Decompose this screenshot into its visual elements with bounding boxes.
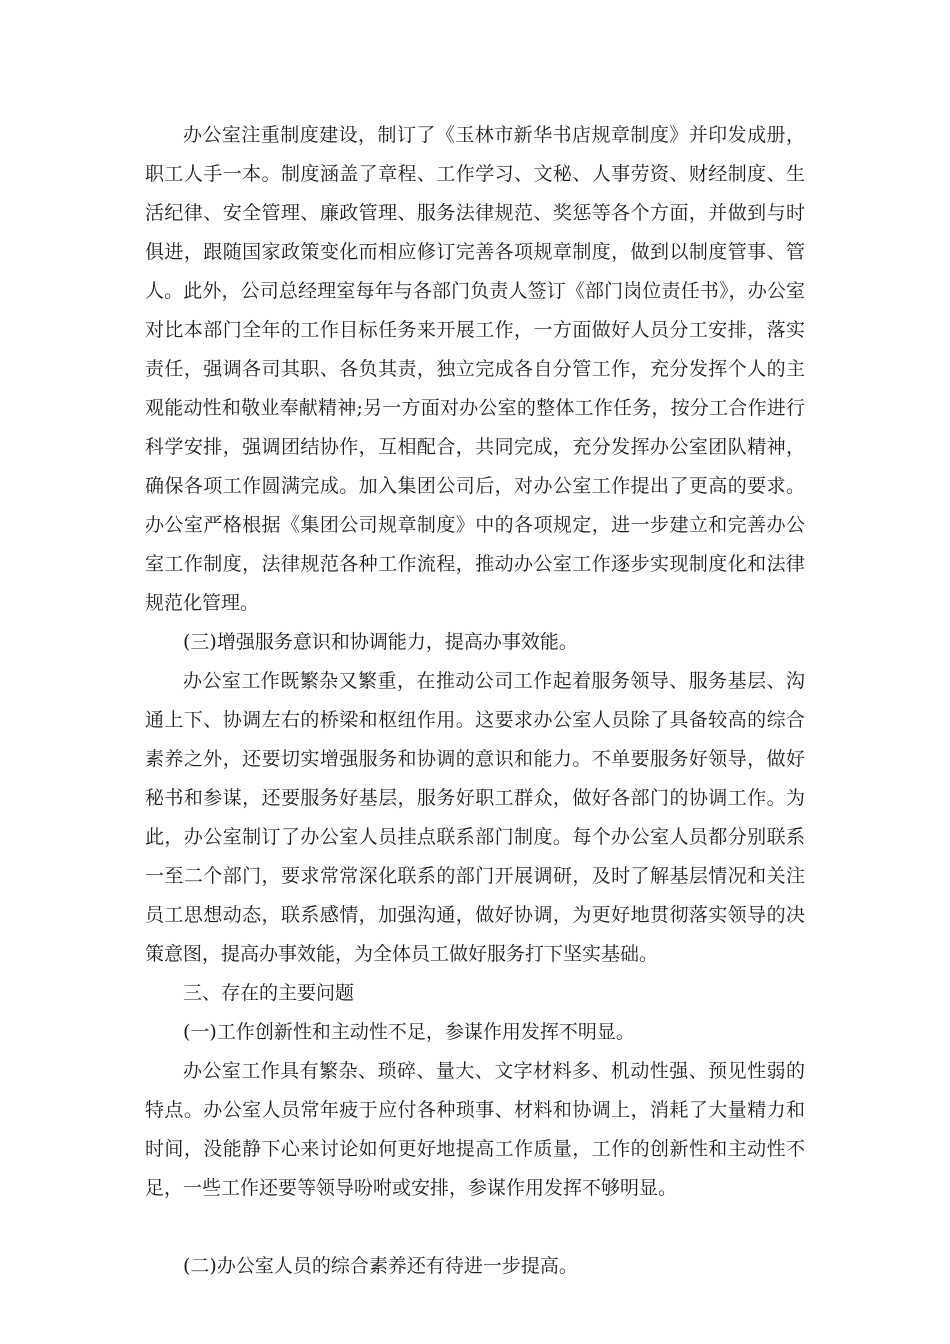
subheading-staff-quality: (二)办公室人员的综合素养还有待进一步提高。 [183, 1255, 578, 1277]
subheading-innovation-initiative: (一)工作创新性和主动性不足，参谋作用发挥不明显。 [183, 1021, 635, 1043]
subheading-service-awareness: (三)增强服务意识和协调能力，提高办事效能。 [183, 631, 578, 653]
paragraph-service-coordination: 办公室工作既繁杂又繁重，在推动公司工作起着服务领导、服务基层、沟通上下、协调左右的桥梁和枢纽作用。这要求办公室人员除了具备较高的综合素养之外，还要切实增强服务和协调的意识和能力。不单要服务好领导，做好秘书和参谋，还要服务好基层，服务好职工群众，做好各部门的协调工作。为此，办公室制订了办公室人员挂点联系部门制度。每个办公室人员都分别联系一至二个部门，要求常常深化联系的部门开展调研，及时了解基层情况和关注员工思想动态，联系感情，加强沟通，做好协调，为更好地贯彻落实领导的决策意图，提高办事效能，为全体员工做好服务打下坚实基础。 [145, 670, 805, 965]
paragraph-rules-system: 办公室注重制度建设，制订了《玉林市新华书店规章制度》并印发成册，职工人手一本。制度涵盖了章程、工作学习、文秘、人事劳资、财经制度、生活纪律、安全管理、廉政管理、服务法律规范、奖惩等各个方面，并做到与时俱进，跟随国家政策变化而相应修订完善各项规章制度，做到以制度管事、管人。此外，公司总经理室每年与各部门负责人签订《部门岗位责任书》，办公室对比本部门全年的工作目标任务来开展工作，一方面做好人员分工安排，落实责任，强调各司其职、各负其责，独立完成各自分管工作，充分发挥个人的主观能动性和敬业奉献精神;另一方面对办公室的整体工作任务，按分工合作进行科学安排，强调团结协作，互相配合，共同完成，充分发挥办公室团队精神，确保各项工作圆满完成。加入集团公司后，对办公室工作提出了更高的要求。办公室严格根据《集团公司规章制度》中的各项规定，进一步建立和完善办公室工作制度，法律规范各种工作流程，推动办公室工作逐步实现制度化和法律规范化管理。 [145, 124, 805, 614]
document-body [145, 116, 805, 1286]
paragraph-office-characteristics: 办公室工作具有繁杂、琐碎、量大、文字材料多、机动性强、预见性弱的特点。办公室人员常年疲于应付各种琐事、材料和协调上，消耗了大量精力和时间，没能静下心来讨论如何更好地提高工作质量，工作的创新性和主动性不足，一些工作还要等领导吩咐或安排，参谋作用发挥不够明显。 [145, 1060, 805, 1199]
section-heading-main-problems: 三、存在的主要问题 [183, 982, 355, 1004]
